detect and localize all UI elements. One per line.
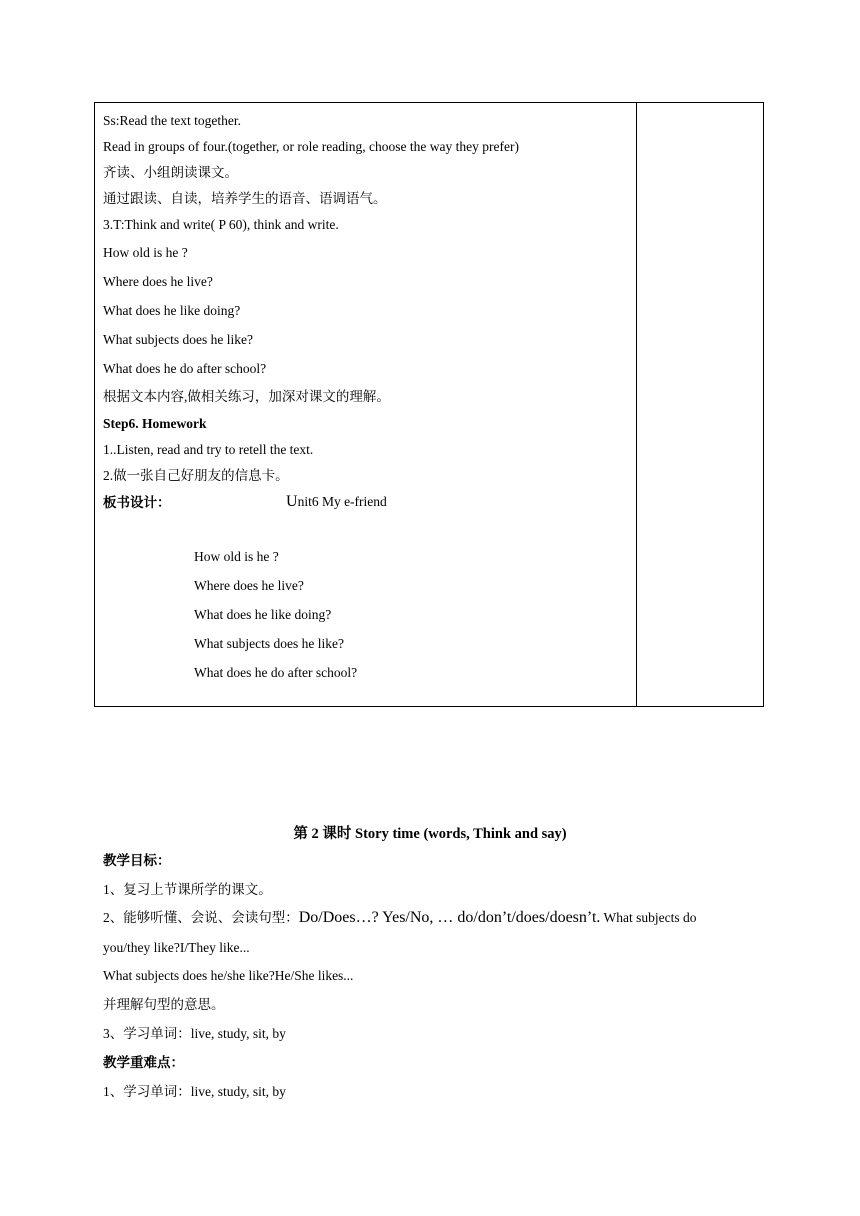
board-title-rest: nit6 My e-friend bbox=[297, 494, 387, 509]
board-question: What does he like doing? bbox=[194, 607, 332, 622]
goal-item: 1、复习上节课所学的课文。 bbox=[103, 882, 272, 897]
table-line: 齐读、小组朗读课文。 bbox=[103, 165, 238, 180]
goal2-prefix: 2、能够听懂、会说、会读句型： bbox=[103, 910, 299, 925]
goal2-suffix: What subjects do bbox=[600, 910, 697, 925]
board-question: Where does he live? bbox=[194, 578, 304, 593]
board-question: How old is he ? bbox=[194, 549, 279, 564]
lesson-title-cn: 第 2 课时 bbox=[293, 826, 352, 842]
goal2-continued: you/they like?I/They like... bbox=[103, 940, 250, 955]
board-design-label: 板书设计： bbox=[103, 495, 171, 510]
table-line: 3.T:Think and write( P 60), think and write. bbox=[103, 217, 339, 232]
keypoints-heading: 教学重难点： bbox=[103, 1055, 184, 1070]
lesson-title bbox=[0, 822, 860, 843]
table-line: What does he do after school? bbox=[103, 361, 267, 376]
table-line: 根据文本内容,做相关练习，加深对课文的理解。 bbox=[103, 389, 390, 404]
goal-item-2 bbox=[103, 909, 697, 927]
table-line: 通过跟读、自读，培养学生的语音、语调语气。 bbox=[103, 191, 387, 206]
table-line: Read in groups of four.(together, or role reading, choose the way they prefer) bbox=[103, 139, 519, 154]
goal2-sentence-pattern: Do/Does…? Yes/No, … do/don’t/does/doesn’t. bbox=[298, 909, 601, 926]
homework-item: 2.做一张自己好朋友的信息卡。 bbox=[103, 468, 289, 483]
goal2-line: What subjects does he/she like?He/She likes... bbox=[103, 968, 354, 983]
table-line: Where does he live? bbox=[103, 274, 213, 289]
board-title bbox=[286, 493, 387, 511]
board-question: What subjects does he like? bbox=[194, 636, 344, 651]
table-line: What does he like doing? bbox=[103, 303, 241, 318]
goal-item: 3、学习单词：live, study, sit, by bbox=[103, 1026, 286, 1041]
keypoint-item: 1、学习单词：live, study, sit, by bbox=[103, 1084, 286, 1099]
lesson-table bbox=[94, 102, 764, 707]
goal2-line: 并理解句型的意思。 bbox=[103, 997, 225, 1012]
goals-heading: 教学目标： bbox=[103, 853, 171, 868]
table-line: What subjects does he like? bbox=[103, 332, 253, 347]
homework-item: 1..Listen, read and try to retell the text. bbox=[103, 442, 314, 457]
table-column-divider bbox=[636, 103, 637, 706]
table-line: Ss:Read the text together. bbox=[103, 113, 241, 128]
step6-heading: Step6. Homework bbox=[103, 416, 207, 431]
board-title-initial: U bbox=[286, 493, 298, 510]
board-question: What does he do after school? bbox=[194, 665, 358, 680]
lesson-title-en: Story time (words, Think and say) bbox=[351, 826, 567, 842]
table-line: How old is he ? bbox=[103, 245, 188, 260]
